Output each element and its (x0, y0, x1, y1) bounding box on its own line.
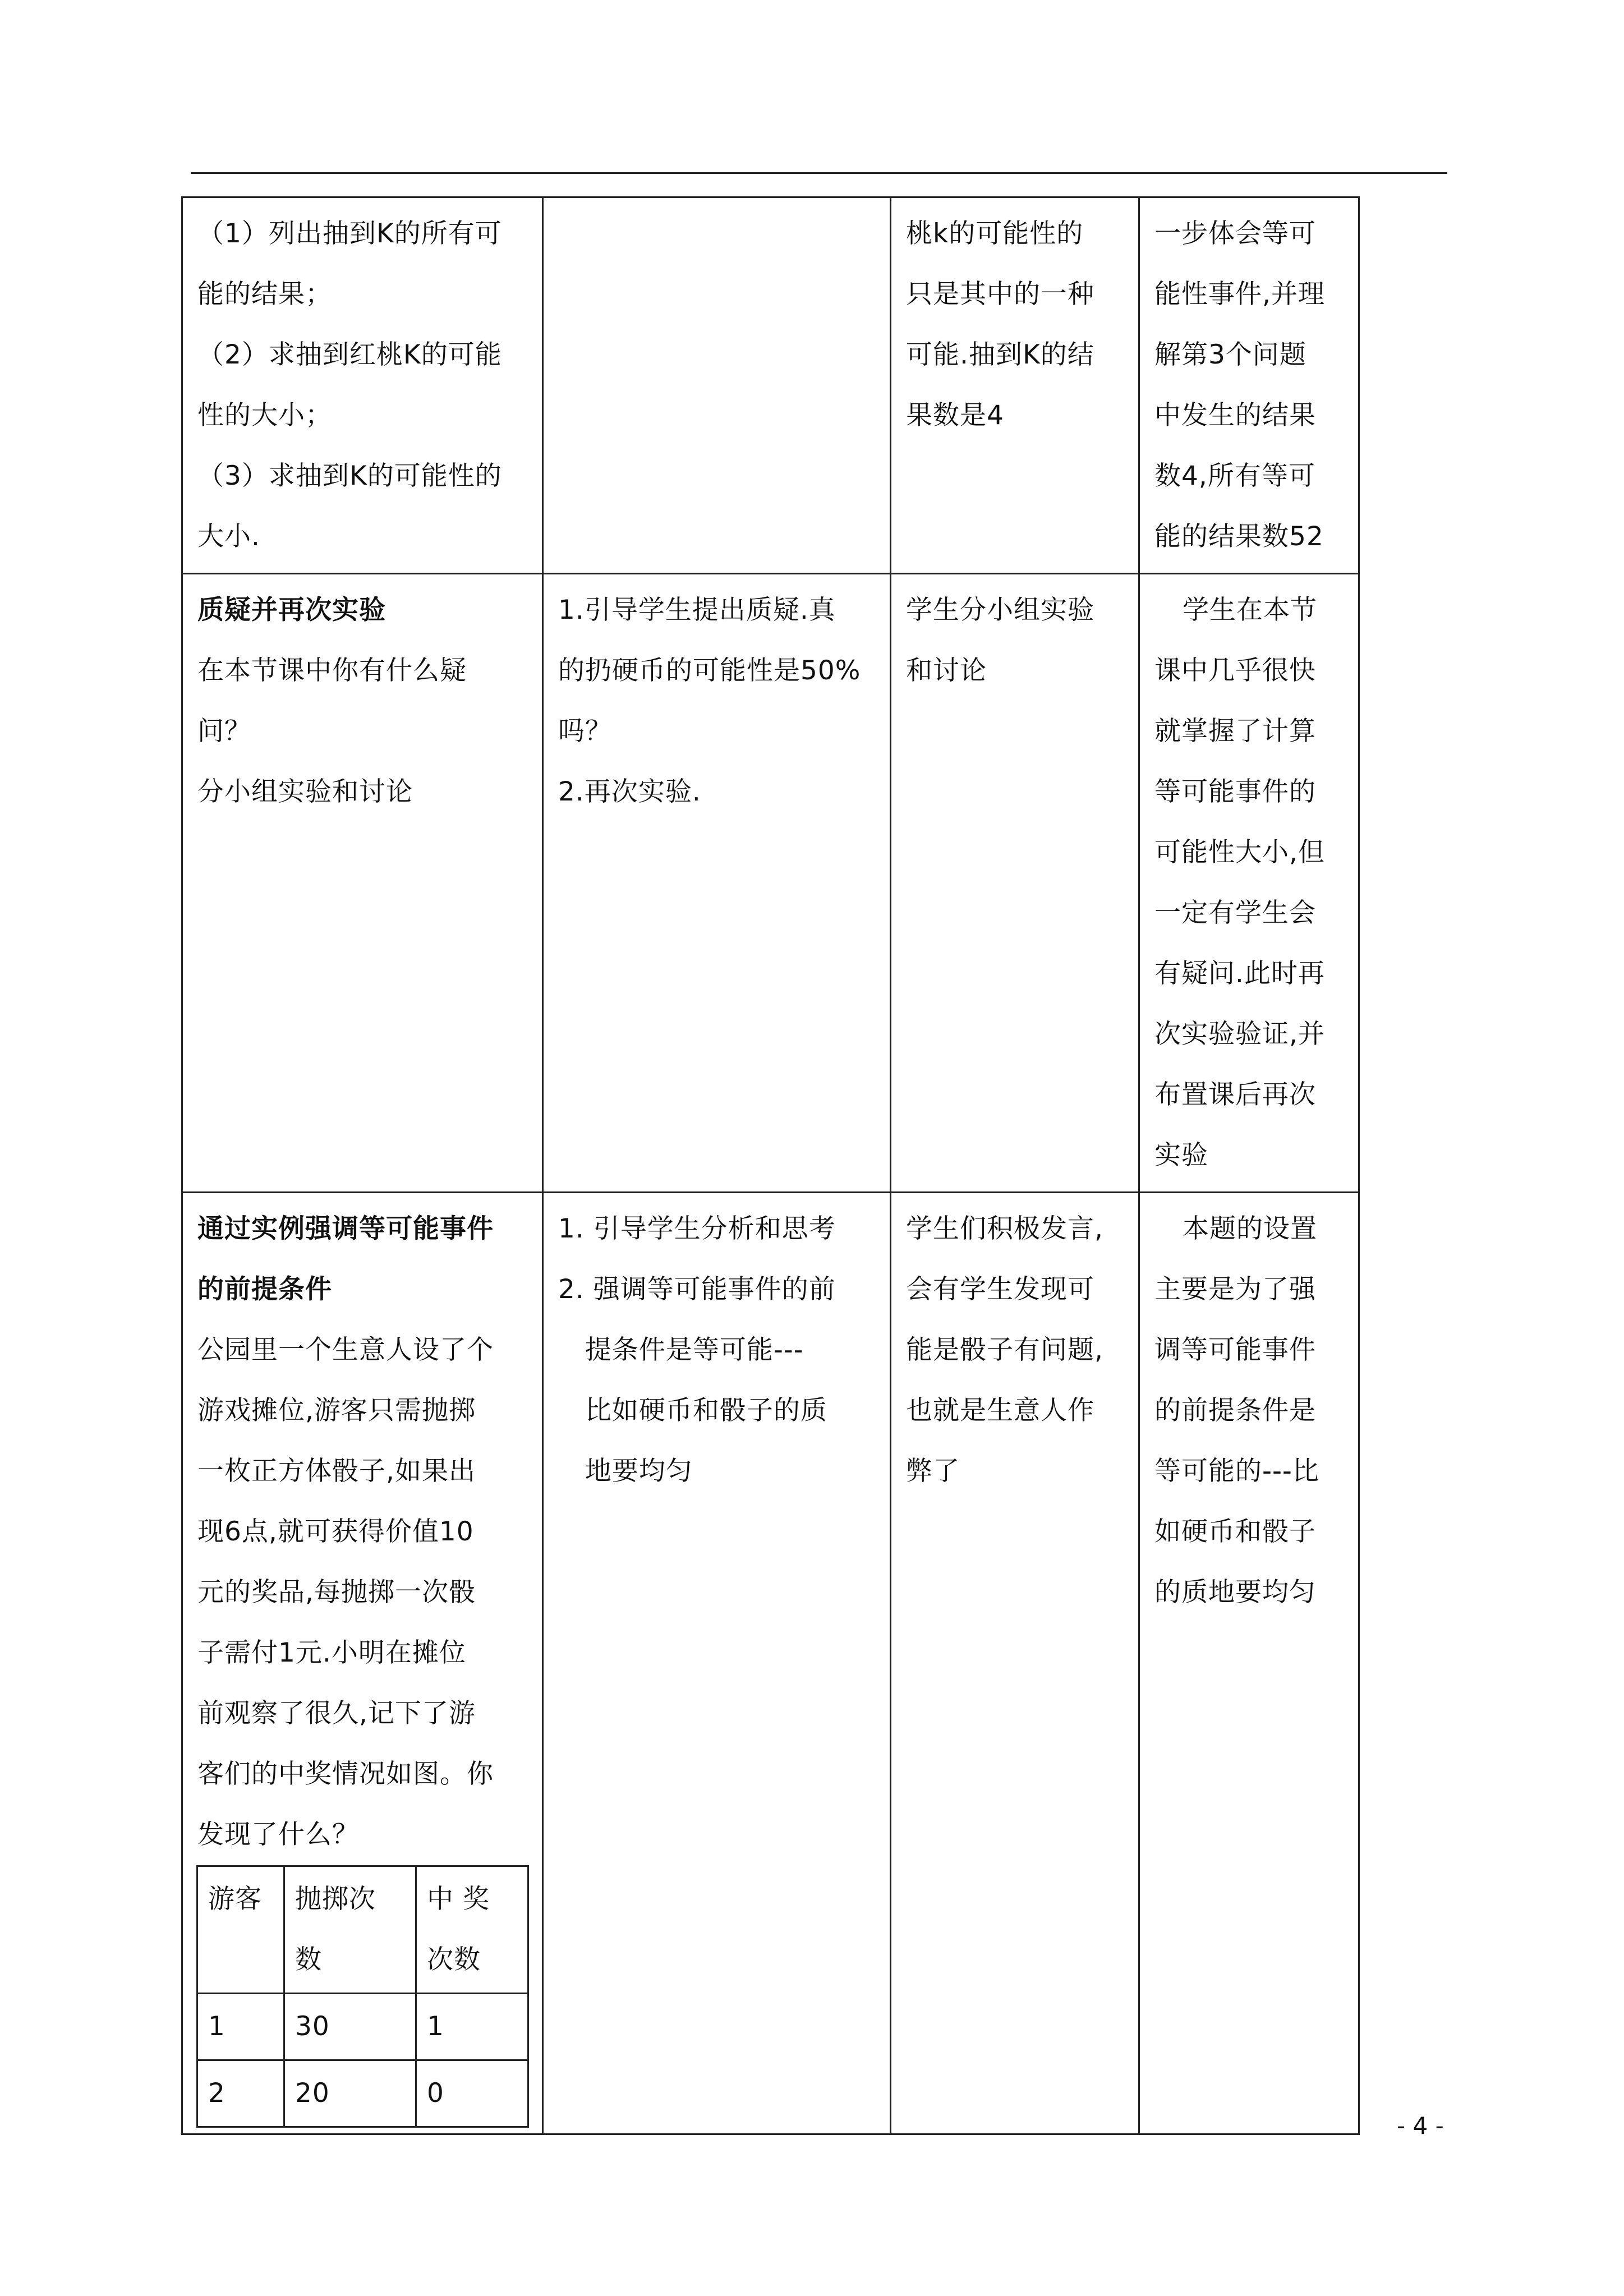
text-line: 次实验验证,并 (1154, 1019, 1325, 1050)
cell-r2-c3 (891, 574, 1139, 1193)
table-cell: 1 (197, 1994, 284, 2060)
text-line: 比如硬币和骰子的质 (558, 1395, 827, 1426)
text-line: 能的结果； (197, 279, 332, 310)
cell-r2-c2 (543, 574, 891, 1193)
text-line: 如硬币和骰子 (1154, 1516, 1316, 1547)
visitor-prize-table (196, 1865, 529, 2128)
text-line: 在本节课中你有什么疑 (197, 655, 467, 686)
lesson-plan-table (181, 196, 1360, 2135)
text-line: （1）列出抽到K的所有可 (197, 218, 502, 249)
section-title: 通过实例强调等可能事件 (197, 1213, 494, 1244)
text-line: 会有学生发现可 (906, 1274, 1094, 1305)
text-line: 解第3个问题 (1154, 339, 1306, 370)
table-row (182, 574, 1359, 1193)
cell-r1-c4 (1139, 197, 1359, 574)
section-title: 质疑并再次实验 (197, 595, 386, 625)
text-line: 的扔硬币的可能性是50% (558, 655, 861, 686)
text-line: 学生们积极发言, (906, 1213, 1103, 1244)
text-line: 的前提条件是 (1154, 1395, 1316, 1426)
table-cell: 30 (284, 1994, 416, 2060)
text-line: 调等可能事件 (1154, 1335, 1316, 1365)
cell-r2-c4 (1139, 574, 1359, 1193)
text-line: 只是其中的一种 (906, 279, 1094, 310)
text-line: 2. 强调等可能事件的前 (558, 1274, 836, 1305)
text-line: 提条件是等可能--- (558, 1335, 804, 1365)
text-line: 数4,所有等可 (1154, 461, 1315, 491)
text-line: 性的大小； (197, 400, 332, 431)
cell-r1-c3 (891, 197, 1139, 574)
text-line: 大小. (197, 521, 260, 552)
table-cell: 20 (284, 2060, 416, 2127)
text-line: 前观察了很久,记下了游 (197, 1698, 476, 1729)
page-number: - 4 - (1397, 2112, 1444, 2139)
text-line: 布置课后再次 (1154, 1079, 1316, 1110)
text-line: 本题的设置 (1183, 1213, 1317, 1244)
text-line: 一枚正方体骰子,如果出 (197, 1456, 476, 1487)
text-line: 一步体会等可 (1154, 218, 1316, 249)
table-cell: 0 (416, 2060, 528, 2127)
text-line: 就掌握了计算 (1154, 716, 1316, 747)
cell-r3-c3 (891, 1193, 1139, 2134)
text-line: 能性事件,并理 (1154, 279, 1325, 310)
table-row (197, 2060, 528, 2127)
text-line: 可能性大小,但 (1154, 837, 1325, 868)
text-line: 中发生的结果 (1154, 400, 1316, 431)
header-cell (197, 1866, 284, 1994)
text-line: 抛掷次 (295, 1884, 376, 1915)
text-line: 学生在本节 (1183, 595, 1317, 625)
cell-r2-c1 (182, 574, 543, 1193)
text-line: 桃k的可能性的 (906, 218, 1084, 249)
header-rule (191, 172, 1447, 174)
text-line: 问？ (197, 716, 251, 747)
text-line: 1. 引导学生分析和思考 (558, 1213, 836, 1244)
text-line: 公园里一个生意人设了个 (197, 1335, 494, 1365)
text-line: 能是骰子有问题, (906, 1335, 1103, 1365)
text-line: 和讨论 (906, 655, 987, 686)
text-line: （3）求抽到K的可能性的 (197, 461, 502, 491)
cell-r3-c2 (543, 1193, 891, 2134)
text-line: 果数是4 (906, 400, 1004, 431)
table-cell: 2 (197, 2060, 284, 2127)
text-line: 实验 (1154, 1140, 1208, 1171)
text-line: 学生分小组实验 (906, 595, 1094, 625)
text-line: 游客 (208, 1884, 262, 1915)
cell-r1-c2 (543, 197, 891, 574)
header-cell (284, 1866, 416, 1994)
text-line: 2.再次实验. (558, 776, 701, 807)
text-line: 数 (295, 1944, 322, 1975)
table-row (197, 1866, 528, 1994)
text-line: 吗？ (558, 716, 612, 747)
text-line: 分小组实验和讨论 (197, 776, 413, 807)
text-line: 课中几乎很快 (1154, 655, 1316, 686)
text-line: 可能.抽到K的结 (906, 339, 1094, 370)
table-row (182, 197, 1359, 574)
table-row (197, 1994, 528, 2060)
text-line: 弊了 (906, 1456, 960, 1487)
text-line: 也就是生意人作 (906, 1395, 1094, 1426)
header-cell (416, 1866, 528, 1994)
text-line: 主要是为了强 (1154, 1274, 1316, 1305)
table-row (182, 1193, 1359, 2134)
text-line: 能的结果数52 (1154, 521, 1324, 552)
section-title: 的前提条件 (197, 1274, 332, 1305)
text-line: 的质地要均匀 (1154, 1577, 1316, 1608)
cell-r1-c1 (182, 197, 543, 574)
cell-r3-c4 (1139, 1193, 1359, 2134)
text-line: 1.引导学生提出质疑.真 (558, 595, 836, 625)
text-line: 游戏摊位,游客只需抛掷 (197, 1395, 476, 1426)
text-line: 元的奖品,每抛掷一次骰 (197, 1577, 476, 1608)
text-line: 次数 (427, 1944, 481, 1975)
text-line: 客们的中奖情况如图。你 (197, 1759, 494, 1789)
text-line: （2）求抽到红桃K的可能 (197, 339, 502, 370)
text-line: 发现了什么？ (197, 1819, 359, 1850)
cell-r3-c1 (182, 1193, 543, 2134)
text-line: 一定有学生会 (1154, 898, 1316, 928)
text-line: 等可能的---比 (1154, 1456, 1319, 1487)
text-line: 有疑问.此时再 (1154, 958, 1325, 989)
text-line: 中 奖 (427, 1884, 490, 1915)
text-line: 等可能事件的 (1154, 776, 1316, 807)
text-line: 子需付1元.小明在摊位 (197, 1637, 466, 1668)
table-cell: 1 (416, 1994, 528, 2060)
text-line: 地要均匀 (558, 1456, 693, 1487)
text-line: 现6点,就可获得价值10 (197, 1516, 474, 1547)
